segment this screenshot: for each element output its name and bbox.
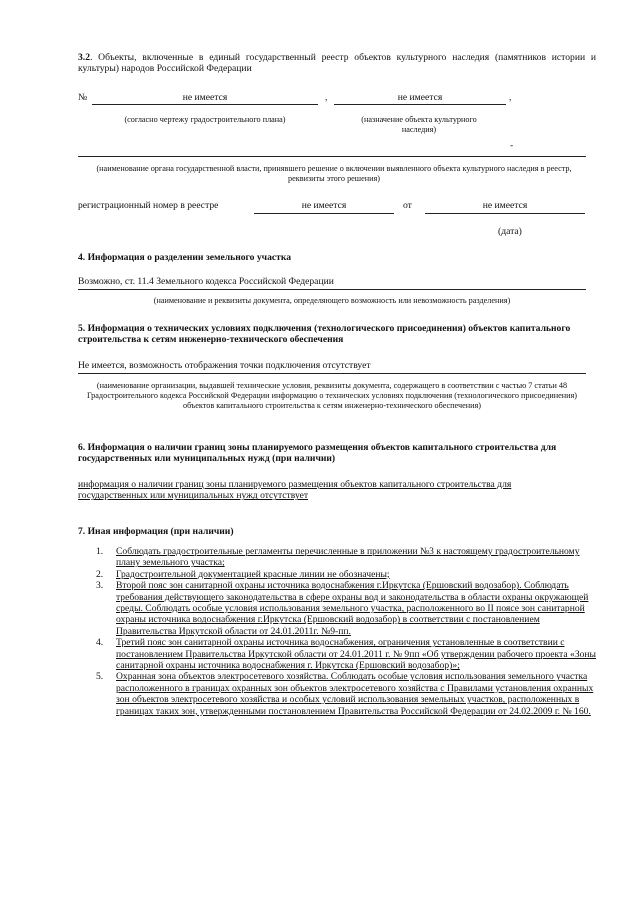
section-5-caption: (наименование организации, выдавшей технические условия, реквизиты документа, содержащего в соответствии с частью 7 статьи 48 Градостроительного кодекса Российской Федерации информацию о технических условиях подключения (технологического присоединения) объектов капитального строительства к сетям инженерно-технического обеспечения) [86, 381, 578, 410]
section-5-heading: 5. Информация о технических условиях подключения (технологического присоединения) объектов капитального строительства к сетям инженерно-технического обеспечения [78, 323, 571, 346]
date-value: не имеется [482, 200, 528, 211]
dash-mark: - [510, 140, 514, 151]
list-item-text: Третий пояс зон санитарной охраны источника водоснабжения, ограничения установленные в соответствии с постановлением Правительства Иркутской области от 24.01.2011 г. № 9пп «Об утверждении рабочего проекта «Зоны санитарной охраны источника водоснабжения г. Иркутска (Ершовский водозабор)»; [116, 637, 597, 672]
comma-2: , [509, 92, 512, 103]
authority-line [78, 156, 586, 157]
list-item-number: 1. [96, 546, 104, 557]
purpose-line [334, 104, 506, 105]
date-caption: (дата) [498, 226, 522, 237]
date-line [425, 213, 585, 214]
section-7-heading: 7. Иная информация (при наличии) [78, 526, 234, 537]
from-label: от [403, 200, 412, 211]
section-4-heading: 4. Информация о разделении земельного участка [78, 252, 292, 263]
list-item-text: Второй пояс зон санитарной охраны источника водоснабжения г.Иркутска (Ершовский водозабор). Соблюдать требования действующего законодательства в сфере охраны вод и законодательства в области охраны окружающей среды. Соблюдать особые условия использования земельного участка, расположенного во II поясе зон санитарной охраны источника водоснабжения г.Иркутска (Ершовский водозабор) в соответствии с постановлением Правительства Иркутской области от 24.01.2011г. №9-пп. [116, 580, 589, 637]
list-item-text: Градостроительной документацией красные линии не обозначены; [116, 568, 390, 580]
section-3-2-body: . Объекты, включенные в единый государственный реестр объектов культурного наследия (памятников истории и культуры) народов Российской Федерации [78, 52, 596, 75]
caption-purpose: (назначение объекта культурного наследия) [361, 115, 477, 134]
purpose-value: не имеется [397, 92, 443, 103]
number-sign: № [78, 92, 88, 103]
list-item-number: 5. [96, 671, 104, 683]
caption-plan: (согласно чертежу градостроительного плана) [124, 115, 286, 124]
section-6-text: информация о наличии границ зоны планируемого размещения объектов капитального строительства для государственных или муниципальных нужд отсутствует [78, 479, 512, 502]
section-5-text: Не имеется, возможность отображения точки подключения отсутствует [78, 360, 371, 371]
list-item-text: Охранная зона объектов электросетевого хозяйства. Соблюдать особые условия использования земельного участка расположенного в границах охранных зон объектов электросетевого хозяйства с Правилами установления охранных зон объектов электросетевого хозяйства и особых условий использования земельных участков, расположенных в границах таких зон, утвержденными постановлением Правительства Российской Федерации от 24.02.2009 г. № 160. [116, 671, 594, 717]
list-item-number: 2. [96, 568, 104, 580]
plan-number-line [92, 104, 318, 105]
list-item [86, 546, 596, 569]
plan-number-value: не имеется [182, 92, 228, 103]
list-item-number: 4. [96, 637, 104, 649]
list-item [86, 580, 596, 637]
reg-number-label: регистрационный номер в реестре [78, 200, 219, 211]
list-item [86, 569, 596, 580]
section-4-line [78, 289, 586, 290]
reg-number-value: не имеется [301, 200, 347, 211]
section-6-heading: 6. Информация о наличии границ зоны планируемого размещения объектов капитального строительства для государственных или муниципальных нужд (при наличии) [78, 442, 557, 465]
list-item-text: Соблюдать градостроительные регламенты перечисленные в приложении №3 к настоящему градостроительному плану земельного участка; [116, 546, 580, 569]
comma-1: , [325, 92, 328, 103]
list-item [86, 637, 596, 671]
list-item-number: 3. [96, 580, 104, 592]
reg-number-line [254, 213, 394, 214]
section-4-text: Возможно, ст. 11.4 Земельного кодекса Российской Федерации [78, 276, 334, 287]
section-3-2-text [78, 52, 596, 75]
list-item [86, 671, 596, 717]
section-5-line [78, 373, 586, 374]
other-info-list [86, 546, 596, 717]
caption-authority: (наименование органа государственной власти, принявшего решение о включении выявленного объекта культурного наследия в реестр, реквизиты этого решения) [96, 164, 572, 183]
section-3-2-number: 3.2 [78, 52, 90, 63]
section-4-caption: (наименование и реквизиты документа, определяющего возможность или невозможность разделения) [153, 296, 511, 305]
